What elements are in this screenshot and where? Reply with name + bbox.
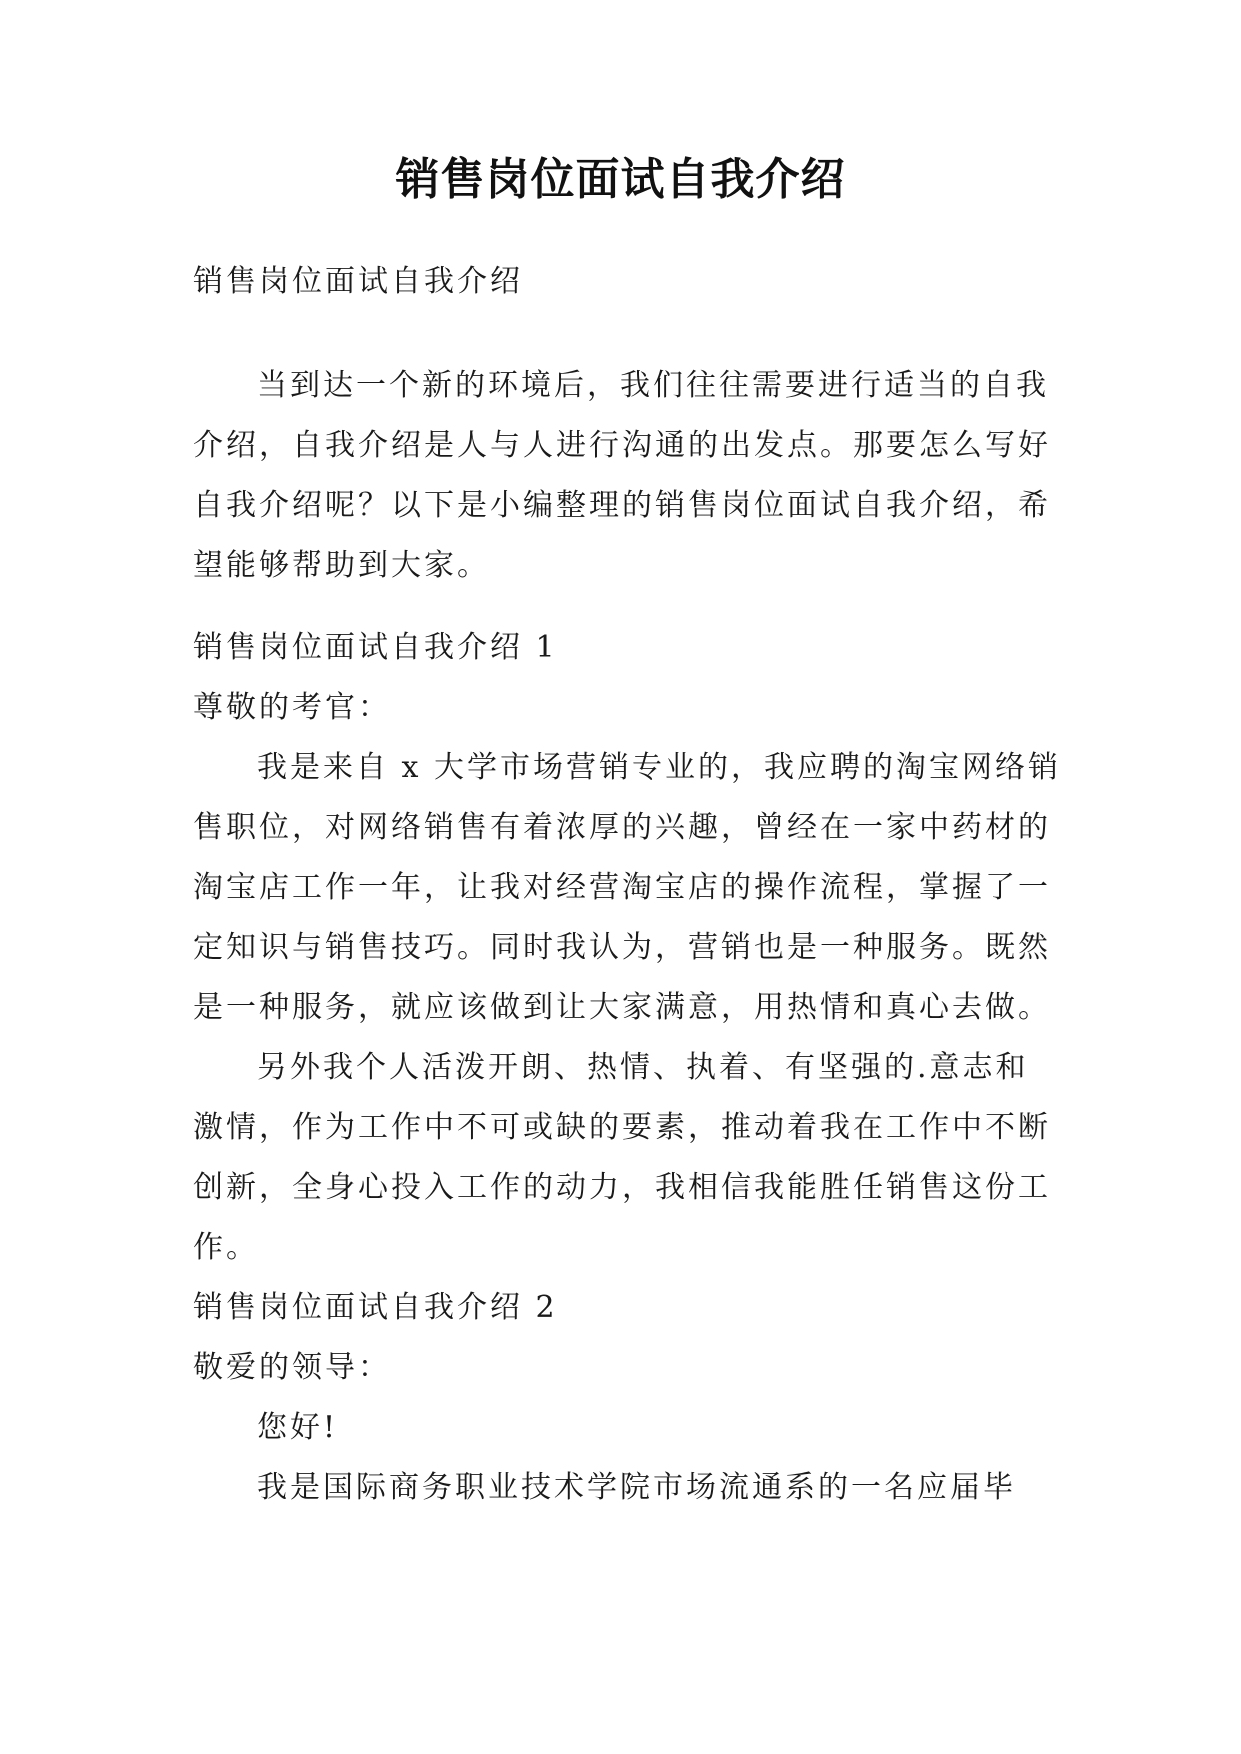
paragraph-line: 我是来自 x 大学市场营销专业的，我应聘的淘宝网络销 <box>257 750 1061 785</box>
intro-line: 当到达一个新的环境后，我们往往需要进行适当的自我 <box>257 368 1049 403</box>
greeting: 您好! <box>257 1410 339 1445</box>
salutation: 尊敬的考官： <box>193 690 391 725</box>
paragraph-line: 淘宝店工作一年，让我对经营淘宝店的操作流程，掌握了一 <box>193 870 1051 905</box>
paragraph-line: 作。 <box>193 1230 259 1265</box>
salutation: 敬爱的领导： <box>193 1350 391 1385</box>
paragraph-line: 另外我个人活泼开朗、热情、执着、有坚强的.意志和 <box>257 1050 1029 1085</box>
paragraph-line: 我是国际商务职业技术学院市场流通系的一名应届毕 <box>257 1470 1016 1505</box>
section-heading: 销售岗位面试自我介绍 1 <box>193 630 558 665</box>
intro-line: 望能够帮助到大家。 <box>193 548 490 583</box>
intro-line: 介绍，自我介绍是人与人进行沟通的出发点。那要怎么写好 <box>193 428 1051 463</box>
paragraph-line: 定知识与销售技巧。同时我认为，营销也是一种服务。既然 <box>193 930 1051 965</box>
paragraph-line: 售职位，对网络销售有着浓厚的兴趣，曾经在一家中药材的 <box>193 810 1051 845</box>
paragraph-line: 激情，作为工作中不可或缺的要素，推动着我在工作中不断 <box>193 1110 1051 1145</box>
subtitle <box>193 252 1055 312</box>
section-2 <box>193 1278 1055 1518</box>
section-heading: 销售岗位面试自我介绍 2 <box>193 1290 558 1325</box>
section-1 <box>193 618 1061 1278</box>
paragraph-line: 是一种服务，就应该做到让大家满意，用热情和真心去做。 <box>193 990 1051 1025</box>
paragraph-line: 创新，全身心投入工作的动力，我相信我能胜任销售这份工 <box>193 1170 1051 1205</box>
subtitle-text: 销售岗位面试自我介绍 <box>193 264 523 299</box>
intro-paragraph <box>193 356 1055 596</box>
document-title: 销售岗位面试自我介绍 <box>395 154 846 205</box>
intro-line: 自我介绍呢？以下是小编整理的销售岗位面试自我介绍，希 <box>193 488 1051 523</box>
